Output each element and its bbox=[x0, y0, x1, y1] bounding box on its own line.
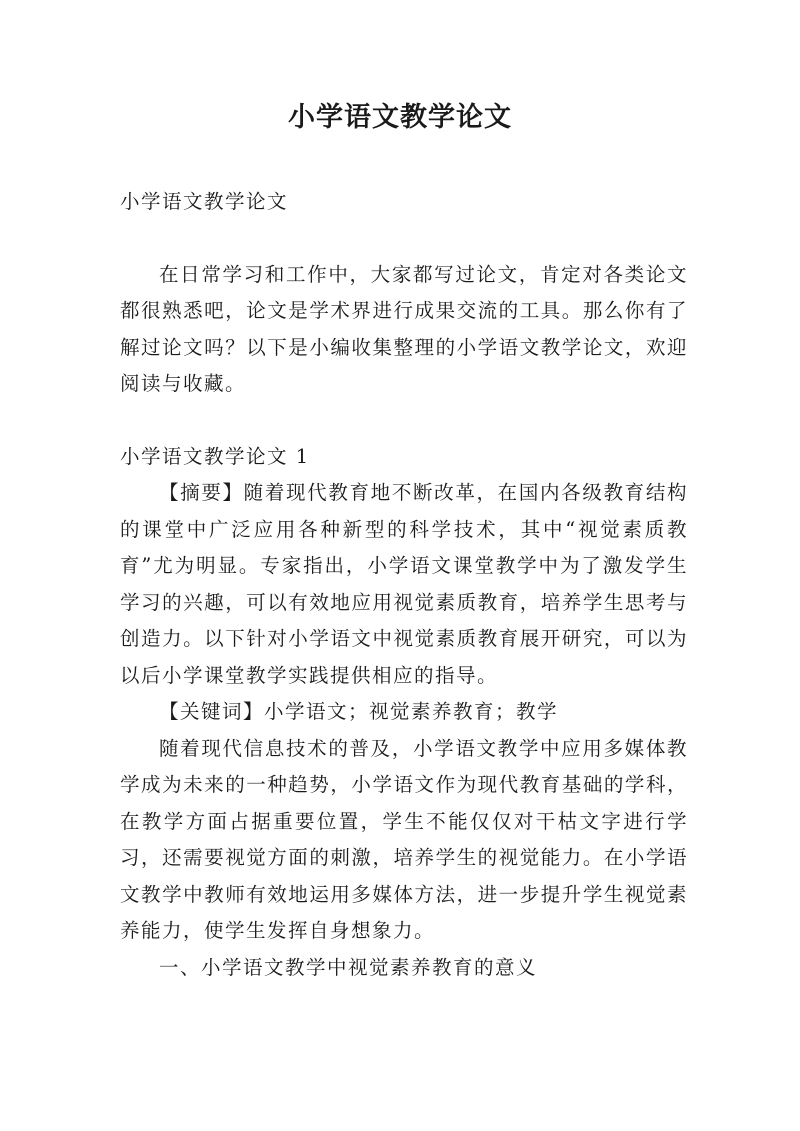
section-subheading: 一、小学语文教学中视觉素养教育的意义 bbox=[159, 955, 538, 979]
section-heading: 小学语文教学论文 1 bbox=[120, 444, 310, 468]
keywords-paragraph: 【关键词】小学语文；视觉素养教育；教学 bbox=[159, 700, 559, 723]
abstract-paragraph: 【摘要】随着现代教育地不断改革，在国内各级教育结构的课堂中广泛应用各种新型的科学技术，其中“视觉素质教育”尤为明显。专家指出，小学语文课堂教学中为了激发学生学习的兴趣，可以有效地应用视觉素质教育，培养学生思考与创造力。以下针对小学语文中视觉素质教育展开研究，可以为以后小学课堂教学实践提供相应的指导。 bbox=[120, 481, 688, 687]
intro-paragraph: 在日常学习和工作中，大家都写过论文，肯定对各类论文都很熟悉吧，论文是学术界进行成果交流的工具。那么你有了解过论文吗？以下是小编收集整理的小学语文教学论文，欢迎阅读与收藏。 bbox=[120, 262, 688, 395]
body-paragraph: 随着现代信息技术的普及，小学语文教学中应用多媒体教学成为未来的一种趋势，小学语文作为现代教育基础的学科，在教学方面占据重要位置，学生不能仅仅对干枯文字进行学习，还需要视觉方面的刺激，培养学生的视觉能力。在小学语文教学中教师有效地运用多媒体方法，进一步提升学生视觉素养能力，使学生发挥自身想象力。 bbox=[120, 736, 688, 942]
document-subtitle: 小学语文教学论文 bbox=[120, 190, 289, 213]
document-body bbox=[120, 184, 688, 986]
document-title: 小学语文教学论文 bbox=[288, 102, 512, 133]
